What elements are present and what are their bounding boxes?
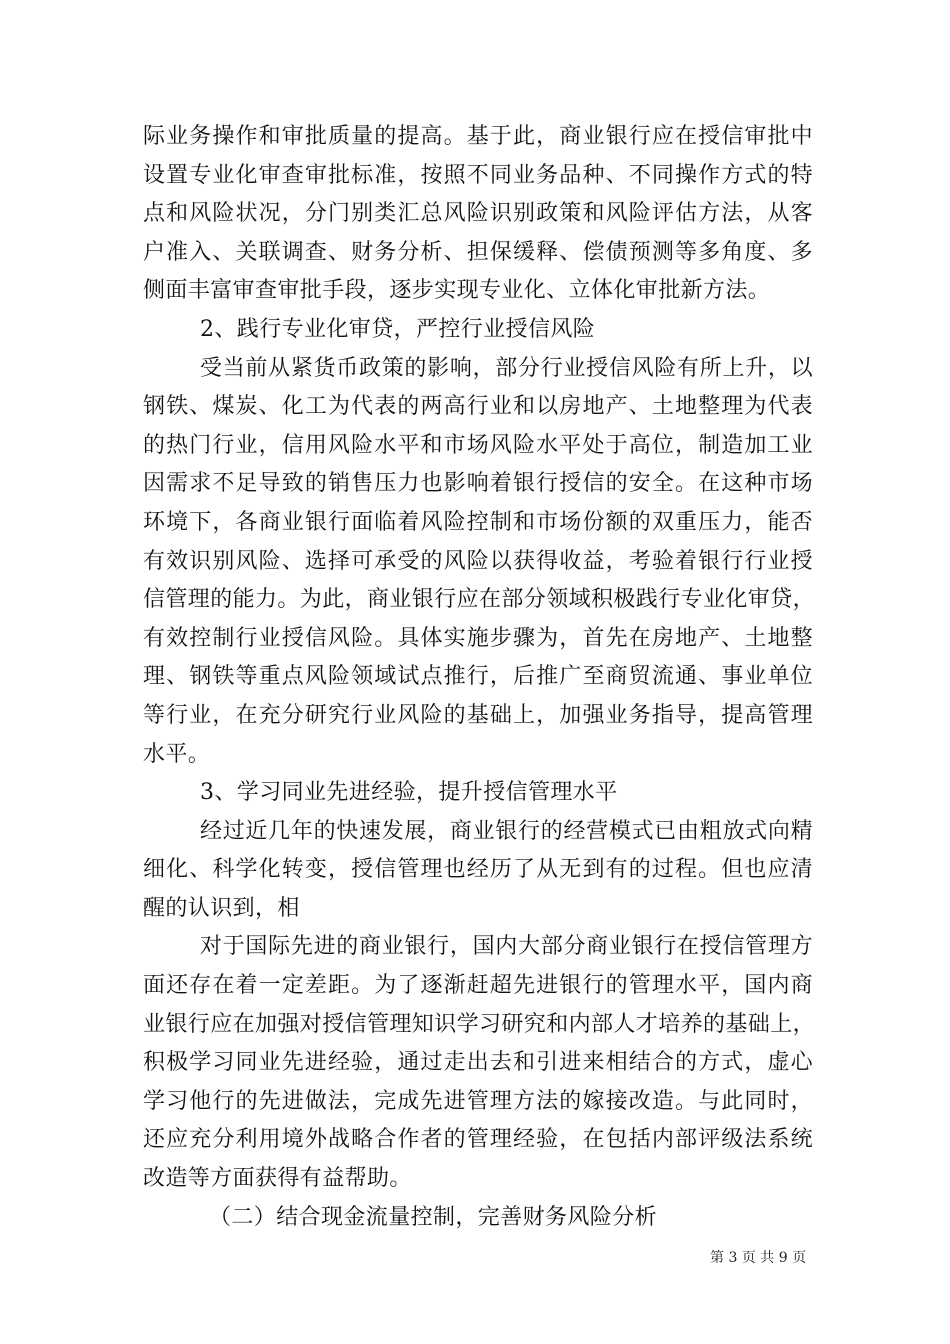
paragraph [143, 350, 816, 775]
text-line: 理、钢铁等重点风险领域试点推行，后推广至商贸流通、事业单位 [143, 664, 813, 690]
text-line: 侧面丰富审查审批手段，逐步实现专业化、立体化审批新方法。 [143, 278, 771, 304]
text-line: 细化、科学化转变，授信管理也经历了从无到有的过程。但也应清 [143, 857, 813, 883]
body-text [143, 118, 816, 1237]
text-line: 因需求不足导致的销售压力也影响着银行授信的安全。在这种市场 [143, 471, 813, 497]
paragraph [143, 118, 813, 311]
text-line: 还应充分利用境外战略合作者的管理经验，在包括内部评级法系统 [143, 1127, 813, 1153]
section-heading: （二）结合现金流量控制，完善财务风险分析 [209, 1204, 658, 1230]
text-line: 对于国际先进的商业银行，国内大部分商业银行在授信管理方 [200, 934, 813, 960]
text-line: 经过近几年的快速发展，商业银行的经营模式已由粗放式向精 [200, 818, 813, 844]
subheading: 2、践行专业化审贷，严控行业授信风险 [200, 316, 596, 342]
text-line: 醒的认识到，相 [143, 895, 300, 921]
subheading: 3、学习同业先进经验，提升授信管理水平 [200, 780, 618, 806]
text-line: 等行业，在充分研究行业风险的基础上，加强业务指导，提高管理 [143, 702, 813, 728]
text-line: 点和风险状况，分门别类汇总风险识别政策和风险评估方法，从客 [143, 201, 813, 227]
paragraph [143, 928, 816, 1198]
text-line: 水平。 [143, 741, 211, 767]
text-line: 有效控制行业授信风险。具体实施步骤为，首先在房地产、土地整 [143, 625, 813, 651]
text-line: 户准入、关联调查、财务分析、担保缓释、偿债预测等多角度、多 [143, 239, 813, 265]
text-line: 积极学习同业先进经验，通过走出去和引进来相结合的方式，虚心 [143, 1050, 813, 1076]
text-line: 面还存在着一定差距。为了逐渐赶超先进银行的管理水平，国内商 [143, 973, 813, 999]
text-line: 学习他行的先进做法，完成先进管理方法的嫁接改造。与此同时， [143, 1088, 813, 1114]
text-line: 环境下，各商业银行面临着风险控制和市场份额的双重压力，能否 [143, 509, 813, 535]
text-line: 受当前从紧货币政策的影响，部分行业授信风险有所上升，以 [200, 355, 813, 381]
text-line: 的热门行业，信用风险水平和市场风险水平处于高位，制造加工业 [143, 432, 813, 458]
text-line: 有效识别风险、选择可承受的风险以获得收益，考验着银行行业授 [143, 548, 813, 574]
text-line: 业银行应在加强对授信管理知识学习研究和内部人才培养的基础上， [143, 1011, 816, 1037]
paragraph [143, 813, 813, 929]
text-line: 信管理的能力。为此，商业银行应在部分领域积极践行专业化审贷， [143, 587, 816, 613]
page-number: 第 3 页 共 9 页 [710, 1250, 807, 1266]
text-line: 际业务操作和审批质量的提高。基于此，商业银行应在授信审批中 [143, 124, 813, 149]
text-line: 钢铁、煤炭、化工为代表的两高行业和以房地产、土地整理为代表 [143, 394, 813, 420]
text-line: 改造等方面获得有益帮助。 [143, 1166, 412, 1192]
text-line: 设置专业化审查审批标准，按照不同业务品种、不同操作方式的特 [143, 162, 813, 188]
